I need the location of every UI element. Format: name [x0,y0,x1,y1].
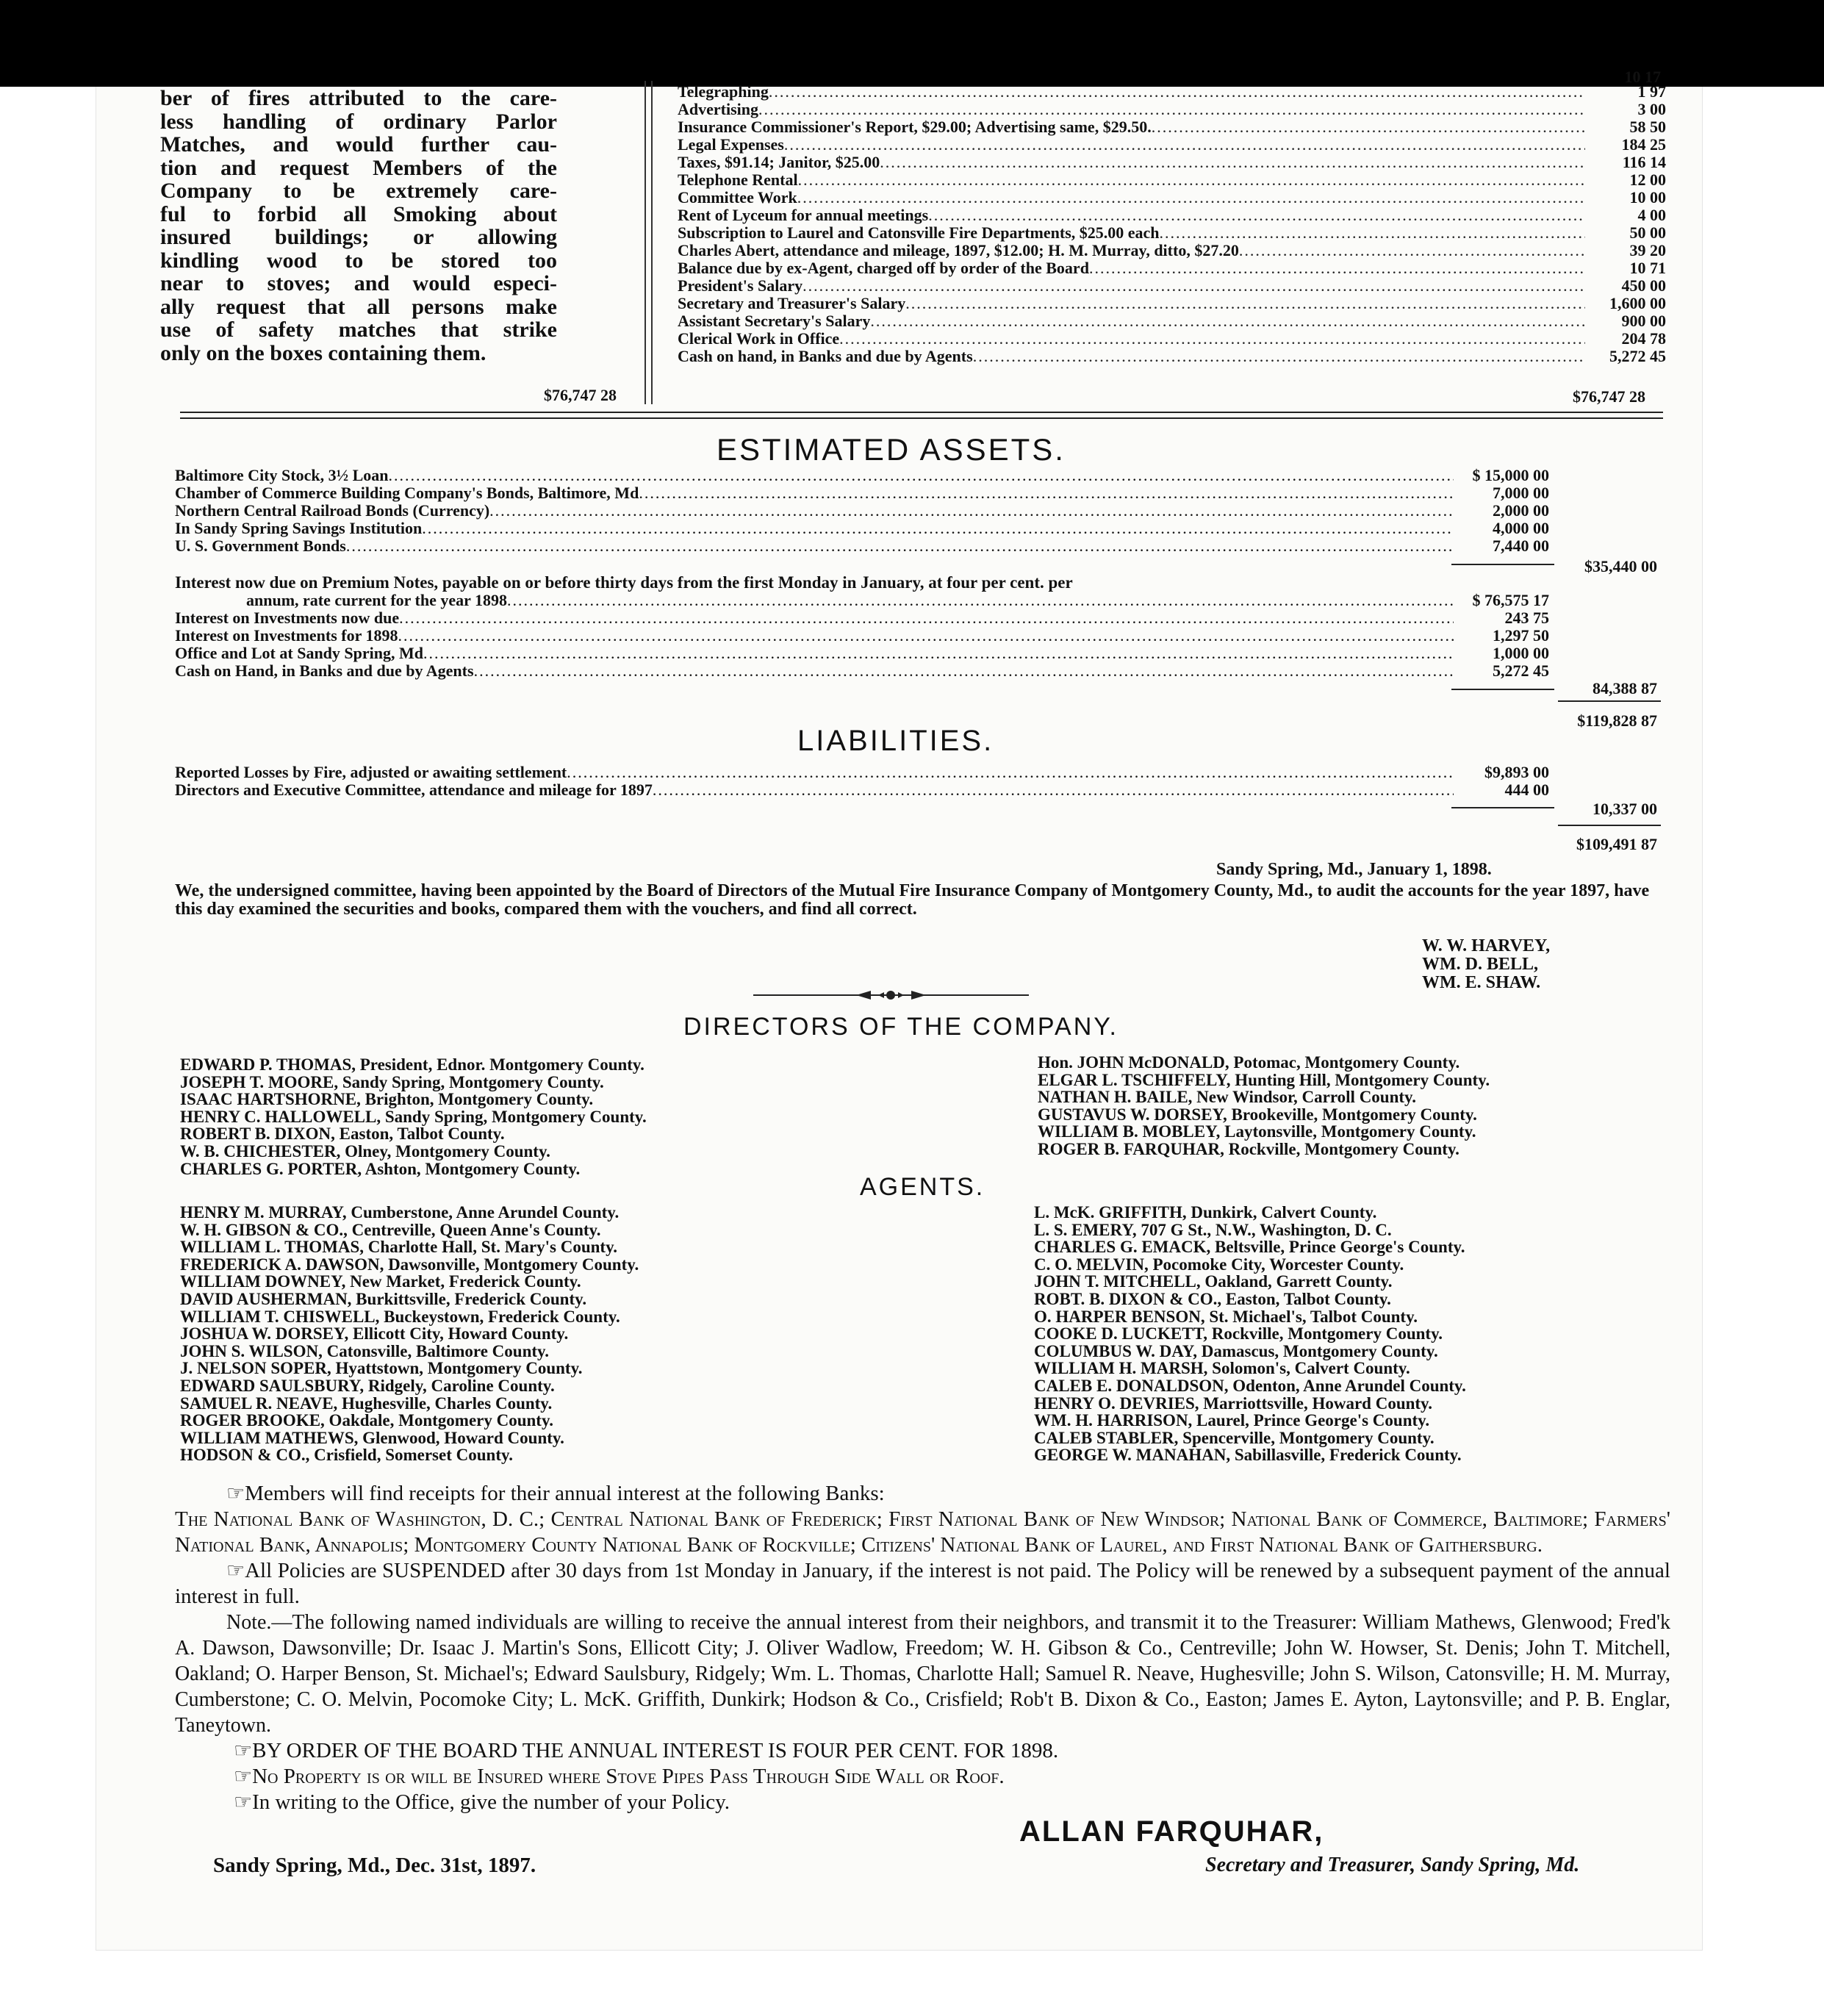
caution-line: ber of fires attributed to the care- [160,86,557,110]
section-divider [180,412,1663,413]
agent-entry: HODSON & CO., Crisfield, Somerset County. [180,1446,513,1465]
subtotal-rule [1451,807,1554,808]
agent-entry: WILLIAM T. CHISWELL, Buckeystown, Frederick County. [180,1307,620,1326]
agent-entry: COOKE D. LUCKETT, Rockville, Montgomery County. [1034,1324,1443,1344]
pointing-hand-icon: ☞ [226,1482,245,1505]
disbursement-row: Taxes, $91.14; Janitor, $25.00 ..... 116 14 [678,154,1666,172]
agents-left-list [180,1204,639,1464]
asset-row: Office and Lot at Sandy Spring, Md ..... 1,000 00 [175,645,1549,663]
assets-group-1-total: $35,440 00 [1584,557,1657,575]
agent-entry: WILLIAM MATHEWS, Glenwood, Howard County. [180,1428,564,1447]
directors-heading: DIRECTORS OF THE COMPANY. [683,1013,1119,1041]
signature-name: ALLAN FARQUHAR, [1019,1815,1324,1848]
agent-entry: ROBT. B. DIXON & CO., Easton, Talbot County. [1034,1289,1391,1308]
asset-row: Interest on Investments now due ..... 243 75 [175,610,1549,628]
director-entry: ELGAR L. TSCHIFFELY, Hunting Hill, Montgomery County. [1038,1070,1490,1089]
director-entry: JOSEPH T. MOORE, Sandy Spring, Montgomery County. [180,1072,604,1091]
audit-date: Sandy Spring, Md., January 1, 1898. [1216,860,1492,879]
total-rule [1558,700,1661,702]
collectors-note: Note.—The following named individuals are willing to receive the annual interest from their neighbors, and transmit it to the Treasurer: William Mathews, Glenwood; Fred'k A. Dawson, Dawsonville; Dr. Isaac J. Martin's Sons, Ellicott City; J. Oliver Wadlow, Freedom; W. H. Gibson & Co., Centreville; John W. Howser, St. Denis; John T. Mitchell, Oakland; O. Harper Benson, St. Michael's; Edward Saulsbury, Ridgely; Wm. L. Thomas, Charlotte Hall; Samuel R. Neave, Hughesville; John S. Wilson, Catonsville; H. M. Murray, Cumberstone; C. O. Melvin, Pocomoke City; L. McK. Griffith, Dunkirk; Hodson & Co., Crisfield; Rob't B. Dixon & Co., Easton; James E. Ayton, Laytonsville; and P. B. Englar, Taneytown. [175,1611,1670,1737]
directors-right-list [1038,1054,1490,1158]
agent-entry: GEORGE W. MANAHAN, Sabillasville, Frederick County. [1034,1446,1462,1465]
signer-name: WM. D. BELL, [1422,955,1539,974]
director-entry: NATHAN H. BAILE, New Windsor, Carroll County. [1038,1088,1417,1107]
caution-line: ally request that all persons make [160,294,557,319]
liabilities-total: 10,337 00 [1593,800,1657,818]
disbursement-row: Secretary and Treasurer's Salary ..... 1,600 00 [678,295,1666,313]
disbursement-row: Telegraphing ..... 1 97 [678,84,1666,101]
agent-entry: CALEB E. DONALDSON, Odenton, Anne Arundel County. [1034,1376,1466,1395]
director-entry: W. B. CHICHESTER, Olney, Montgomery County. [180,1141,550,1161]
agent-entry: JOHN T. MITCHELL, Oakland, Garrett County. [1034,1272,1393,1291]
director-entry: WILLIAM B. MOBLEY, Laytonsville, Montgomery County. [1038,1122,1476,1141]
receipts-total: $76,747 28 [544,386,617,404]
agent-entry: HENRY O. DEVRIES, Marriottsville, Howard County. [1034,1393,1433,1413]
agent-entry: WILLIAM H. MARSH, Solomon's, Calvert County. [1034,1359,1410,1378]
notes-section [175,1481,1670,1815]
asset-row: U. S. Government Bonds ..... 7,440 00 [175,538,1549,556]
disbursement-row: Balance due by ex-Agent, charged off by order of the Board ..... 10 71 [678,260,1666,278]
writing-note: ☞In writing to the Office, give the number of your Policy. [234,1790,730,1814]
director-entry: ROBERT B. DIXON, Easton, Talbot County. [180,1124,505,1144]
agent-entry: WM. H. HARRISON, Laurel, Prince George's County. [1034,1411,1430,1430]
agent-entry: CALEB STABLER, Spencerville, Montgomery County. [1034,1428,1435,1447]
column-divider [644,81,646,404]
agent-entry: J. NELSON SOPER, Hyattstown, Montgomery County. [180,1359,583,1378]
liability-row: Directors and Executive Committee, attendance and mileage for 1897 ..... 444 00 [175,782,1549,800]
agent-entry: SAMUEL R. NEAVE, Hughesville, Charles County. [180,1393,553,1413]
disbursement-row: Clerical Work in Office ..... 204 78 [678,331,1666,348]
agent-entry: JOHN S. WILSON, Catonsville, Baltimore County. [180,1341,550,1360]
policies-note: ☞All Policies are SUSPENDED after 30 days from 1st Monday in January, if the interest is not paid. The Policy will be renewed by a subsequent payment of the annual interest in full. [175,1559,1670,1608]
audit-signers [1422,937,1550,992]
audit-statement: We, the undersigned committee, having been appointed by the Board of Directors of the Mutual Fire Insurance Company of Montgomery County, Md., to audit the accounts for the year 1897, have this day examined the securities and books, compared them with the vouchers, and find all correct. [175,881,1650,919]
assets-heading: ESTIMATED ASSETS. [717,432,1066,467]
agent-entry: WILLIAM L. THOMAS, Charlotte Hall, St. Mary's County. [180,1238,618,1257]
agent-entry: HENRY M. MURRAY, Cumberstone, Anne Arundel County. [180,1203,620,1222]
caution-line: less handling of ordinary Parlor [160,109,557,134]
agent-entry: O. HARPER BENSON, St. Michael's, Talbot County. [1034,1307,1418,1326]
pointing-hand-icon: ☞ [234,1765,253,1788]
total-rule [1558,825,1661,826]
agent-entry: DAVID AUSHERMAN, Burkittsville, Frederick County. [180,1289,587,1308]
disbursement-row: Committee Work ..... 10 00 [678,190,1666,207]
caution-line: tion and request Members of the [160,155,557,180]
disbursement-row: Rent of Lyceum for annual meetings ..... 4 00 [678,207,1666,225]
receipts-note: ☞Members will find receipts for their annual interest at the following Banks: [226,1482,885,1505]
asset-row: Cash on Hand, in Banks and due by Agents ..... 5,272 45 [175,663,1549,681]
agent-entry: C. O. MELVIN, Pocomoke City, Worcester County. [1034,1255,1404,1274]
agent-entry: EDWARD SAULSBURY, Ridgely, Caroline County. [180,1376,555,1395]
disbursements-total: $76,747 28 [1573,387,1645,406]
agents-heading: AGENTS. [860,1173,985,1201]
signature-date: Sandy Spring, Md., Dec. 31st, 1897. [213,1854,536,1877]
asset-row: Northern Central Railroad Bonds (Currency) ..... 2,000 00 [175,503,1549,520]
directors-left-list [180,1056,647,1177]
caution-paragraph [160,87,557,365]
ornament-divider-icon [753,986,1029,1004]
disbursement-row: Telephone Rental ..... 12 00 [678,172,1666,190]
pointing-hand-icon: ☞ [234,1791,253,1814]
asset-row: In Sandy Spring Savings Institution ..... 4,000 00 [175,520,1549,538]
agent-entry: L. McK. GRIFFITH, Dunkirk, Calvert County. [1034,1203,1377,1222]
disbursement-row: Assistant Secretary's Salary ..... 900 00 [678,313,1666,331]
disbursement-row: Advertising ..... 3 00 [678,101,1666,119]
column-divider [651,81,653,404]
caution-line: Company to be extremely care- [160,179,557,203]
disbursement-row: Subscription to Laurel and Catonsville Fire Departments, $25.00 each ..... 50 00 [678,225,1666,243]
net-total: $109,491 87 [1576,835,1657,853]
agent-entry: W. H. GIBSON & CO., Centreville, Queen Anne's County. [180,1220,601,1239]
director-entry: HENRY C. HALLOWELL, Sandy Spring, Montgomery County. [180,1107,647,1126]
caution-line: insured buildings; or allowing [160,225,557,249]
agent-entry: CHARLES G. EMACK, Beltsville, Prince George's County. [1034,1238,1465,1257]
section-divider [180,417,1663,419]
caution-line: near to stoves; and would especi- [160,271,557,295]
signer-name: W. W. HARVEY, [1422,936,1551,955]
pointing-hand-icon: ☞ [226,1560,245,1582]
assets-group-2-total: 84,388 87 [1593,679,1657,697]
director-entry: Hon. JOHN McDONALD, Potomac, Montgomery County. [1038,1053,1460,1072]
assets-grand-total: $119,828 87 [1577,711,1657,730]
subtotal-rule [1451,689,1554,690]
asset-row: Chamber of Commerce Building Company's Bonds, Baltimore, Md ..... 7,000 00 [175,485,1549,503]
disbursement-amount: 10 17 [1624,68,1661,86]
interest-line: Interest now due on Premium Notes, payable on or before thirty days from the first Monday in January, at four per cent. per [175,573,1073,592]
agent-entry: WILLIAM DOWNEY, New Market, Frederick County. [180,1272,581,1291]
banks-list: The National Bank of Washington, D. C.; Central National Bank of Frederick; First National Bank of New Windsor; National Bank of Commerce, Baltimore; Farmers' National Bank, Annapolis; Montgomery County National Bank of Rockville; Citizens' National Bank of Laurel, and First National Bank of Gaithersburg. [175,1507,1670,1557]
director-entry: CHARLES G. PORTER, Ashton, Montgomery County. [180,1159,581,1178]
liabilities-heading: LIABILITIES. [797,725,994,757]
caution-line: only on the boxes containing them. [160,340,486,365]
agent-entry: JOSHUA W. DORSEY, Ellicott City, Howard County. [180,1324,569,1344]
disbursement-row: President's Salary ..... 450 00 [678,278,1666,295]
agent-entry: FREDERICK A. DAWSON, Dawsonville, Montgomery County. [180,1255,639,1274]
scan-top-border [0,0,1824,87]
disbursement-row: Legal Expenses ..... 184 25 [678,137,1666,154]
director-entry: ISAAC HARTSHORNE, Brighton, Montgomery County. [180,1090,594,1109]
subtotal-rule [1451,564,1554,565]
caution-line: Matches, and would further cau- [160,132,557,157]
disbursement-row: Cash on hand, in Banks and due by Agents ..... 5,272 45 [678,348,1666,366]
pointing-hand-icon: ☞ [234,1740,253,1762]
signer-name: WM. E. SHAW. [1422,973,1541,992]
director-entry: EDWARD P. THOMAS, President, Ednor. Montgomery County. [180,1055,644,1074]
signature-title: Secretary and Treasurer, Sandy Spring, Md. [1205,1854,1580,1876]
director-entry: ROGER B. FARQUHAR, Rockville, Montgomery County. [1038,1139,1459,1158]
caution-line: kindling wood to be stored too [160,248,557,273]
disbursement-row: Insurance Commissioner's Report, $29.00; Advertising same, $29.50. ..... 58 50 [678,119,1666,137]
agents-right-list [1034,1204,1466,1464]
agent-entry: L. S. EMERY, 707 G St., N.W., Washington, D. C. [1034,1220,1392,1239]
asset-row: Baltimore City Stock, 3½ Loan ..... $ 15,000 00 [175,467,1549,485]
asset-row: annum, rate current for the year 1898 ..... $ 76,575 17 [246,592,1549,610]
disbursement-row: Charles Abert, attendance and mileage, 1897, $12.00; H. M. Murray, ditto, $27.20 ..... 39 20 [678,243,1666,260]
director-entry: GUSTAVUS W. DORSEY, Brookeville, Montgomery County. [1038,1105,1477,1124]
agent-entry: COLUMBUS W. DAY, Damascus, Montgomery County. [1034,1341,1438,1360]
agent-entry: ROGER BROOKE, Oakdale, Montgomery County. [180,1411,553,1430]
caution-line: use of safety matches that strike [160,318,557,342]
liability-row: Reported Losses by Fire, adjusted or awaiting settlement ..... $9,893 00 [175,764,1549,782]
caution-line: ful to forbid all Smoking about [160,201,557,226]
order-note: ☞BY ORDER OF THE BOARD THE ANNUAL INTEREST IS FOUR PER CENT. FOR 1898. [234,1739,1059,1762]
asset-row: Interest on Investments for 1898 ..... 1,297 50 [175,628,1549,645]
stovepipes-note: ☞No Property is or will be Insured where Stove Pipes Pass Through Side Wall or Roof. [234,1765,1005,1788]
